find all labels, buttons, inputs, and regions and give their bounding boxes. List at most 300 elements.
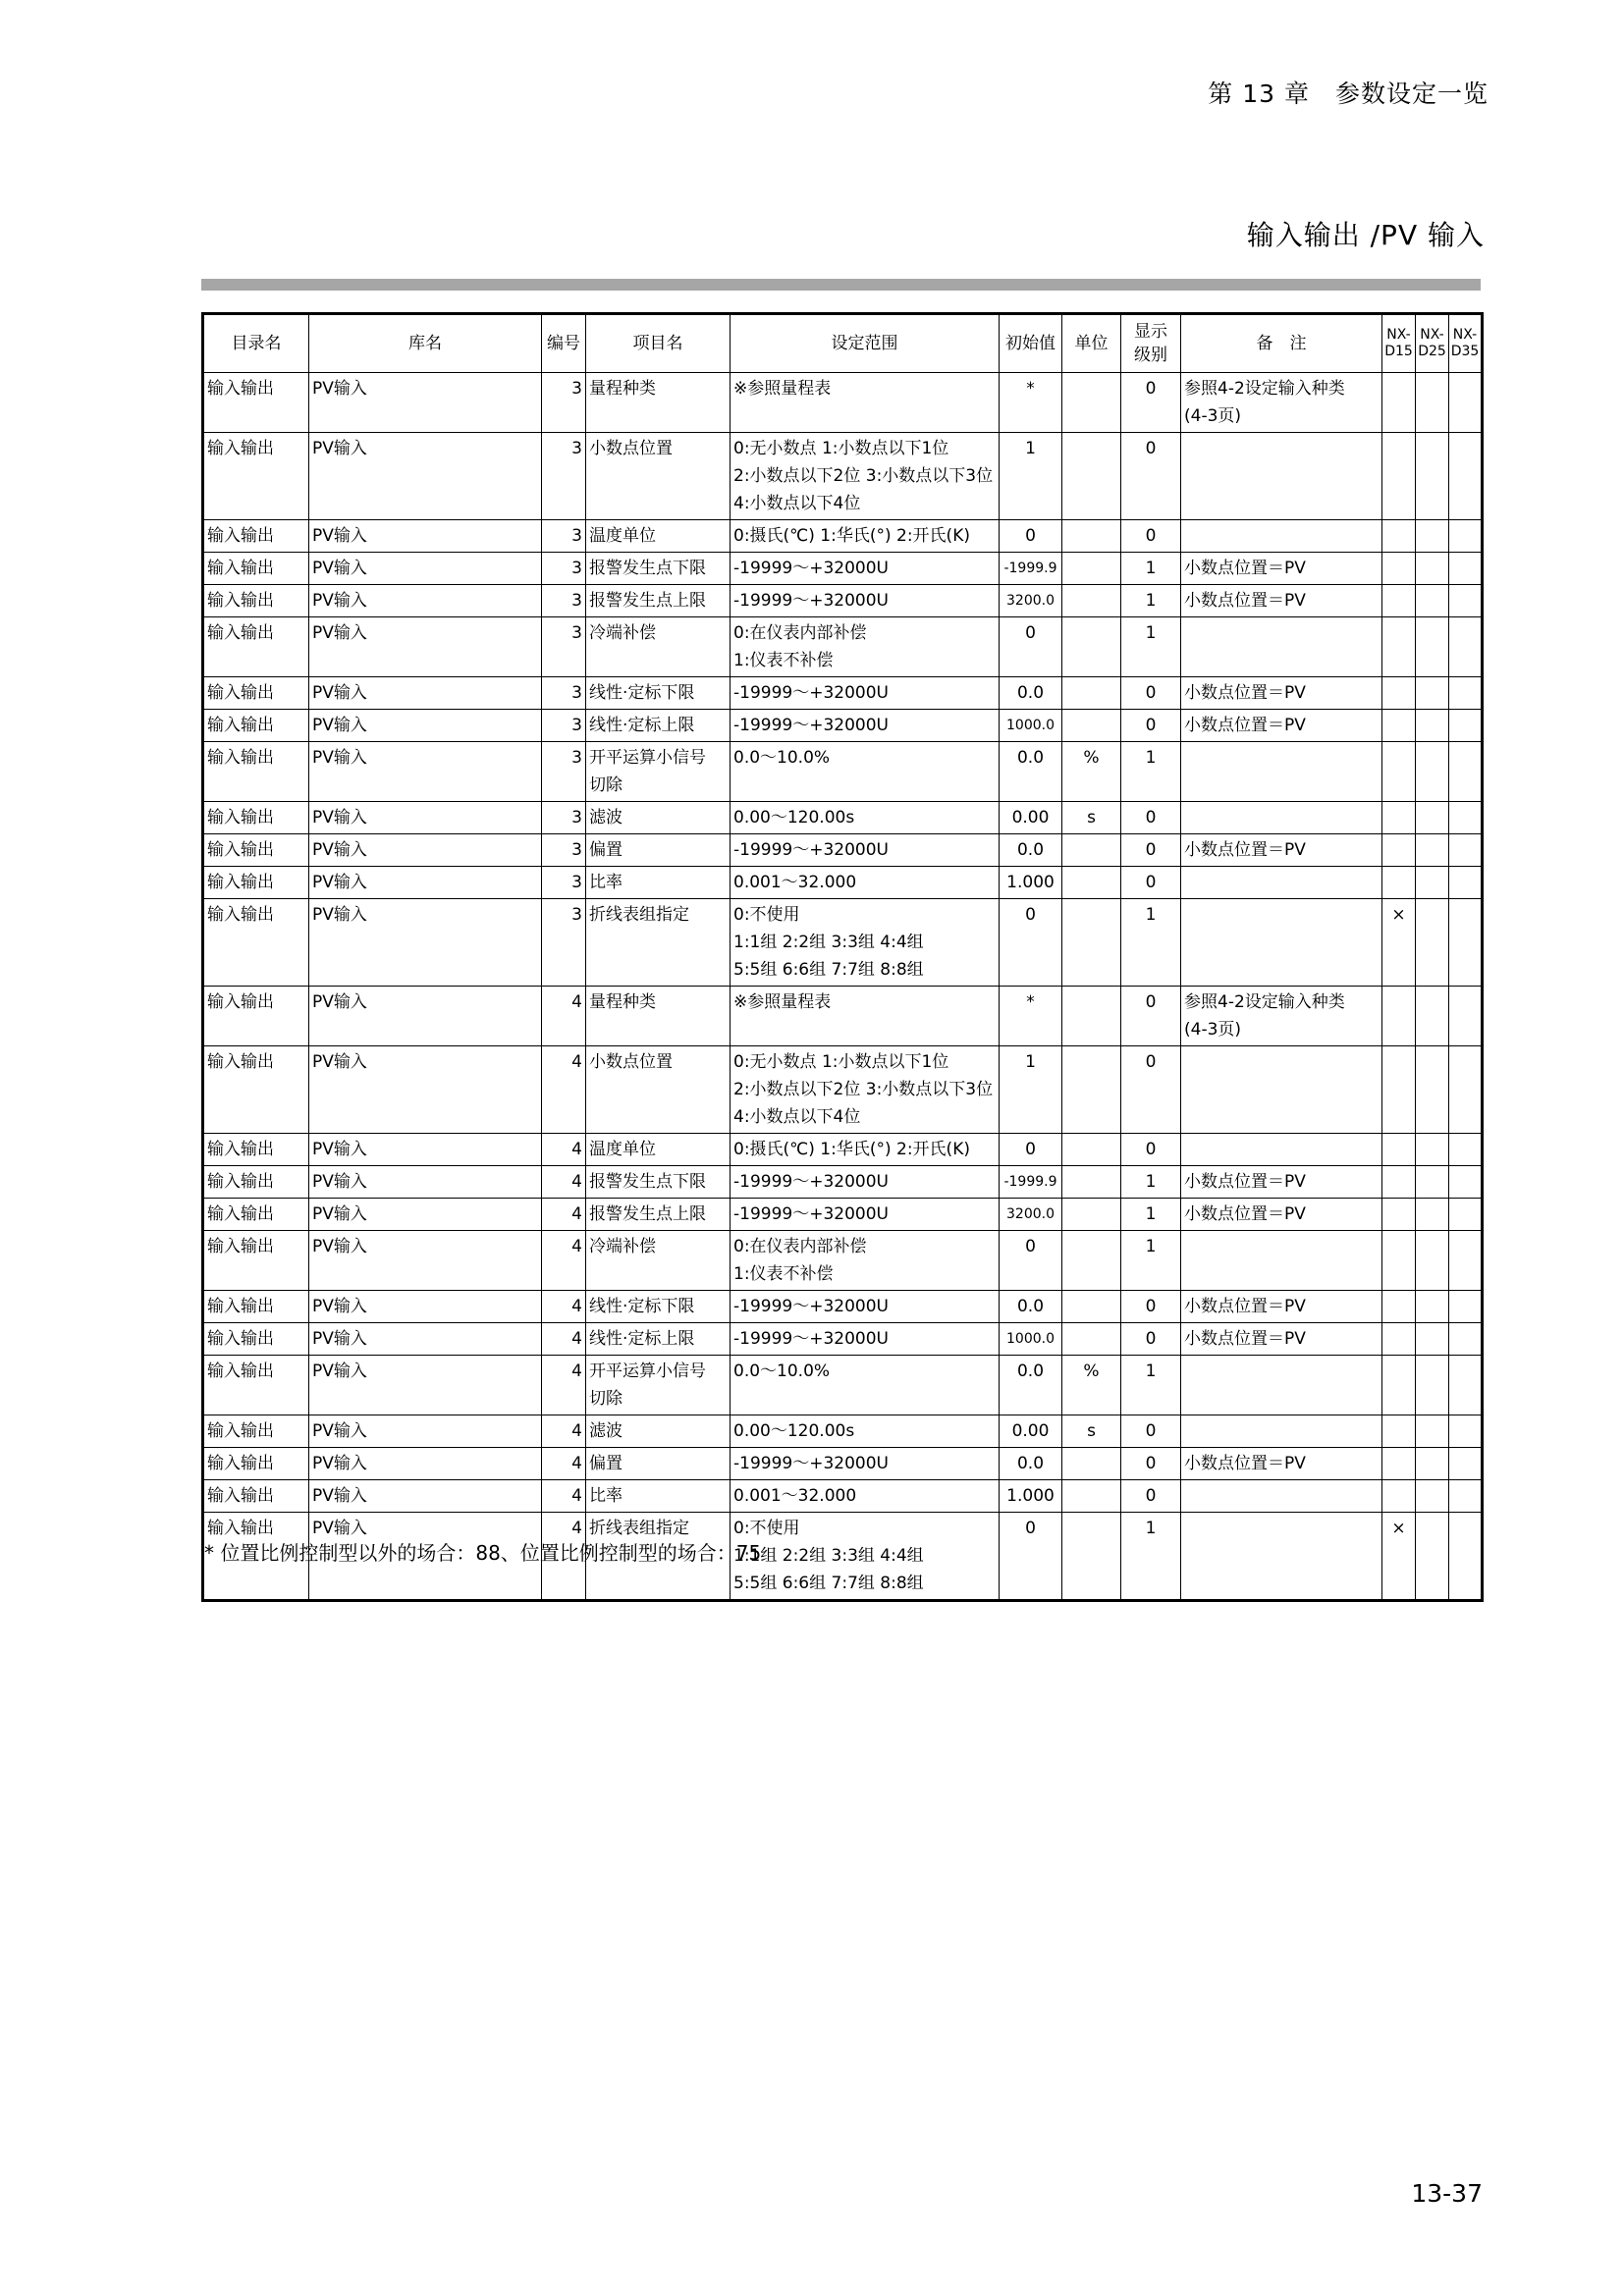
cell-item [586, 1323, 731, 1356]
cell-range-line: 1:仪表不补偿 [733, 651, 834, 670]
cell-category: 输入输出 [203, 1199, 309, 1231]
col-header-display-level [1121, 314, 1181, 373]
cell-item [586, 1134, 731, 1166]
cell-range [731, 1199, 1000, 1231]
cell-d15 [1382, 553, 1416, 585]
cell-unit [1062, 1166, 1121, 1199]
cell-range-line: -19999～+32000U [733, 1329, 889, 1349]
cell-initial: 0.0 [1000, 834, 1062, 867]
cell-range [731, 1231, 1000, 1291]
cell-display-level: 0 [1121, 867, 1181, 899]
cell-initial: 0 [1000, 1231, 1062, 1291]
cell-display-level: 1 [1121, 1513, 1181, 1601]
cell-display-level: 0 [1121, 677, 1181, 710]
cell-library: PV输入 [309, 742, 542, 802]
cell-d25 [1416, 1448, 1449, 1480]
cell-item [586, 899, 731, 987]
cell-number: 4 [542, 1480, 586, 1513]
cell-library: PV输入 [309, 1046, 542, 1134]
cell-d25 [1416, 553, 1449, 585]
cell-initial: 0.0 [1000, 677, 1062, 710]
cell-note [1181, 899, 1382, 987]
cell-d15 [1382, 802, 1416, 834]
cell-unit [1062, 1513, 1121, 1601]
table-row [203, 677, 1483, 710]
cell-range-line: 0.001～32.000 [733, 873, 857, 892]
cell-category: 输入输出 [203, 1291, 309, 1323]
cell-range-line: ※参照量程表 [733, 379, 832, 399]
cell-range [731, 553, 1000, 585]
cell-range [731, 987, 1000, 1046]
cell-range [731, 1480, 1000, 1513]
chapter-title: 第 13 章 参数设定一览 [1208, 80, 1489, 108]
cell-library: PV输入 [309, 1323, 542, 1356]
cell-d15 [1382, 742, 1416, 802]
cell-unit: s [1062, 1415, 1121, 1448]
cell-range [731, 373, 1000, 433]
cell-range [731, 1448, 1000, 1480]
table-row [203, 802, 1483, 834]
cell-d15 [1382, 1291, 1416, 1323]
cell-initial: -1999.9 [1000, 1166, 1062, 1199]
cell-category: 输入输出 [203, 802, 309, 834]
cell-initial: 0.0 [1000, 1356, 1062, 1415]
cell-d15 [1382, 987, 1416, 1046]
table-row [203, 1323, 1483, 1356]
cell-display-level: 0 [1121, 373, 1181, 433]
cell-item [586, 617, 731, 677]
cell-item-line: 报警发生点上限 [589, 591, 706, 611]
cell-d35 [1449, 1448, 1483, 1480]
cell-range-line: 0.00～120.00s [733, 808, 855, 828]
cell-library: PV输入 [309, 987, 542, 1046]
cell-note [1181, 617, 1382, 677]
cell-number: 4 [542, 1134, 586, 1166]
cell-d25 [1416, 1291, 1449, 1323]
cell-number: 3 [542, 742, 586, 802]
cell-number: 4 [542, 1199, 586, 1231]
cell-range-line: 0.001～32.000 [733, 1486, 857, 1506]
cell-initial: * [1000, 373, 1062, 433]
cell-unit [1062, 1291, 1121, 1323]
cell-item-line: 折线表组指定 [589, 1519, 689, 1538]
cell-display-level: 1 [1121, 742, 1181, 802]
cell-d35 [1449, 1480, 1483, 1513]
cell-category: 输入输出 [203, 585, 309, 617]
cell-note [1181, 802, 1382, 834]
cell-range [731, 1356, 1000, 1415]
cell-unit [1062, 1480, 1121, 1513]
cell-note-line: 小数点位置＝PV [1184, 716, 1306, 735]
cell-note-line: 小数点位置＝PV [1184, 591, 1306, 611]
cell-library: PV输入 [309, 520, 542, 553]
cell-number: 4 [542, 987, 586, 1046]
cell-d25 [1416, 617, 1449, 677]
cell-d25 [1416, 520, 1449, 553]
cell-d25 [1416, 710, 1449, 742]
cell-range-line: 0:摄氏(℃) 1:华氏(°) 2:开氏(K) [733, 526, 970, 546]
cell-d25 [1416, 1199, 1449, 1231]
cell-d35 [1449, 1046, 1483, 1134]
cell-note [1181, 1046, 1382, 1134]
col-header-library: 库名 [309, 314, 542, 373]
section-divider [201, 279, 1481, 291]
table-row [203, 1046, 1483, 1134]
cell-library: PV输入 [309, 585, 542, 617]
cell-range-line: -19999～+32000U [733, 683, 889, 703]
cell-note-line: 小数点位置＝PV [1184, 840, 1306, 860]
cell-note-line: 小数点位置＝PV [1184, 1172, 1306, 1192]
col-header-item: 项目名 [586, 314, 731, 373]
cell-unit [1062, 1448, 1121, 1480]
cell-unit [1062, 433, 1121, 520]
col-header-d35-line: NX- [1452, 327, 1478, 343]
cell-d15 [1382, 867, 1416, 899]
cell-d15 [1382, 1231, 1416, 1291]
cell-note [1181, 987, 1382, 1046]
cell-initial: 1 [1000, 1046, 1062, 1134]
cell-item [586, 742, 731, 802]
cell-display-level: 1 [1121, 553, 1181, 585]
cell-range-line: 0.00～120.00s [733, 1421, 855, 1441]
cell-range [731, 585, 1000, 617]
cell-library: PV输入 [309, 1199, 542, 1231]
cell-range-line: 0:在仪表内部补偿 [733, 623, 867, 643]
cell-category: 输入输出 [203, 867, 309, 899]
cell-d15 [1382, 1323, 1416, 1356]
cell-note-line: 小数点位置＝PV [1184, 1454, 1306, 1473]
parameter-table [201, 312, 1484, 1602]
cell-range-line: 2:小数点以下2位 3:小数点以下3位 [733, 1080, 994, 1099]
cell-item [586, 1448, 731, 1480]
cell-note [1181, 1199, 1382, 1231]
col-header-d25-line: NX- [1420, 327, 1444, 343]
cell-initial: 1.000 [1000, 867, 1062, 899]
cell-category: 输入输出 [203, 834, 309, 867]
cell-range [731, 677, 1000, 710]
cell-range-line: -19999～+32000U [733, 1454, 889, 1473]
cell-category: 输入输出 [203, 1046, 309, 1134]
cell-number: 4 [542, 1231, 586, 1291]
cell-display-level: 0 [1121, 710, 1181, 742]
cell-number: 3 [542, 834, 586, 867]
cell-item [586, 1166, 731, 1199]
cell-item [586, 802, 731, 834]
cell-unit [1062, 834, 1121, 867]
cell-d15: × [1382, 899, 1416, 987]
cell-library: PV输入 [309, 834, 542, 867]
cell-item [586, 834, 731, 867]
cell-number: 3 [542, 585, 586, 617]
cell-range-line: 0:不使用 [733, 1519, 800, 1538]
cell-d25 [1416, 987, 1449, 1046]
cell-number: 3 [542, 710, 586, 742]
cell-range-line: 0:摄氏(℃) 1:华氏(°) 2:开氏(K) [733, 1140, 970, 1159]
cell-number: 4 [542, 1046, 586, 1134]
cell-item-line: 开平运算小信号 [589, 1362, 706, 1381]
col-header-d25-line: D25 [1418, 344, 1446, 359]
cell-category: 输入输出 [203, 520, 309, 553]
cell-unit [1062, 1231, 1121, 1291]
cell-range-line: -19999～+32000U [733, 1172, 889, 1192]
cell-number: 4 [542, 1323, 586, 1356]
cell-unit [1062, 867, 1121, 899]
col-header-d15 [1382, 314, 1416, 373]
cell-item-line: 滤波 [589, 808, 623, 828]
table-row [203, 1231, 1483, 1291]
cell-item [586, 1415, 731, 1448]
cell-d35 [1449, 1323, 1483, 1356]
cell-note [1181, 373, 1382, 433]
cell-range-line: -19999～+32000U [733, 1297, 889, 1316]
cell-note [1181, 1415, 1382, 1448]
cell-range-line: 0.0～10.0% [733, 1362, 831, 1381]
cell-note [1181, 1356, 1382, 1415]
cell-range-line: 1:1组 2:2组 3:3组 4:4组 [733, 933, 924, 952]
table-header-row [203, 314, 1483, 373]
cell-library: PV输入 [309, 710, 542, 742]
section-title: 输入输出 /PV 输入 [1246, 219, 1485, 251]
cell-library: PV输入 [309, 1291, 542, 1323]
cell-unit [1062, 520, 1121, 553]
cell-item-line: 温度单位 [589, 526, 656, 546]
cell-category: 输入输出 [203, 677, 309, 710]
cell-library: PV输入 [309, 1415, 542, 1448]
cell-d25 [1416, 742, 1449, 802]
cell-d35 [1449, 899, 1483, 987]
cell-number: 3 [542, 617, 586, 677]
cell-initial: 1000.0 [1000, 1323, 1062, 1356]
cell-range [731, 867, 1000, 899]
cell-number: 4 [542, 1291, 586, 1323]
cell-d25 [1416, 1356, 1449, 1415]
table-row [203, 553, 1483, 585]
cell-note [1181, 834, 1382, 867]
cell-library: PV输入 [309, 899, 542, 987]
cell-library: PV输入 [309, 553, 542, 585]
cell-item-line: 切除 [589, 775, 623, 795]
table-row [203, 1134, 1483, 1166]
cell-note [1181, 1480, 1382, 1513]
cell-category: 输入输出 [203, 1415, 309, 1448]
cell-item [586, 1291, 731, 1323]
cell-d35 [1449, 742, 1483, 802]
cell-initial: 0 [1000, 1134, 1062, 1166]
footnote: * 位置比例控制型以外的场合：88、位置比例控制型的场合：75 [204, 1541, 762, 1565]
cell-note [1181, 867, 1382, 899]
col-header-initial: 初始值 [1000, 314, 1062, 373]
cell-range-line: 5:5组 6:6组 7:7组 8:8组 [733, 960, 924, 980]
cell-item-line: 线性·定标上限 [589, 716, 695, 735]
cell-library: PV输入 [309, 1513, 542, 1601]
cell-initial: * [1000, 987, 1062, 1046]
cell-d25 [1416, 1046, 1449, 1134]
col-header-range: 设定范围 [731, 314, 1000, 373]
cell-note [1181, 553, 1382, 585]
cell-d15 [1382, 520, 1416, 553]
cell-item [586, 553, 731, 585]
cell-display-level: 1 [1121, 899, 1181, 987]
cell-d25 [1416, 1134, 1449, 1166]
cell-category: 输入输出 [203, 1231, 309, 1291]
cell-library: PV输入 [309, 802, 542, 834]
table-row [203, 899, 1483, 987]
col-header-category: 目录名 [203, 314, 309, 373]
cell-library: PV输入 [309, 1448, 542, 1480]
cell-initial: 0 [1000, 899, 1062, 987]
cell-d35 [1449, 433, 1483, 520]
cell-d35 [1449, 1291, 1483, 1323]
cell-display-level: 0 [1121, 1134, 1181, 1166]
cell-range-line: 0.0～10.0% [733, 748, 831, 768]
cell-initial: 0.0 [1000, 1448, 1062, 1480]
cell-initial: 1.000 [1000, 1480, 1062, 1513]
cell-item-line: 冷端补偿 [589, 1237, 656, 1256]
cell-d15 [1382, 677, 1416, 710]
cell-item-line: 线性·定标下限 [589, 683, 695, 703]
cell-note-line: 参照4-2设定输入种类 [1184, 379, 1345, 399]
cell-unit [1062, 677, 1121, 710]
cell-range [731, 710, 1000, 742]
cell-range [731, 520, 1000, 553]
cell-note [1181, 1291, 1382, 1323]
cell-item-line: 偏置 [589, 840, 623, 860]
cell-d35 [1449, 710, 1483, 742]
cell-d15 [1382, 1480, 1416, 1513]
cell-item-line: 温度单位 [589, 1140, 656, 1159]
cell-d35 [1449, 520, 1483, 553]
cell-item-line: 冷端补偿 [589, 623, 656, 643]
cell-item [586, 1046, 731, 1134]
cell-library: PV输入 [309, 433, 542, 520]
cell-range [731, 1513, 1000, 1601]
cell-unit [1062, 1046, 1121, 1134]
cell-range-line: 0:不使用 [733, 905, 800, 925]
cell-item-line: 比率 [589, 1486, 623, 1506]
cell-unit [1062, 710, 1121, 742]
cell-item [586, 373, 731, 433]
cell-item [586, 433, 731, 520]
cell-category: 输入输出 [203, 742, 309, 802]
cell-d35 [1449, 1231, 1483, 1291]
cell-unit [1062, 1199, 1121, 1231]
col-header-number: 编号 [542, 314, 586, 373]
cell-d35 [1449, 617, 1483, 677]
cell-d35 [1449, 585, 1483, 617]
cell-note [1181, 710, 1382, 742]
table-row [203, 433, 1483, 520]
table-row [203, 1448, 1483, 1480]
cell-item-line: 偏置 [589, 1454, 623, 1473]
cell-initial: 0 [1000, 617, 1062, 677]
cell-note [1181, 1231, 1382, 1291]
cell-range [731, 802, 1000, 834]
cell-item [586, 1480, 731, 1513]
cell-d15 [1382, 1415, 1416, 1448]
cell-library: PV输入 [309, 1231, 542, 1291]
cell-range-line: 1:1组 2:2组 3:3组 4:4组 [733, 1546, 924, 1566]
cell-item [586, 1231, 731, 1291]
cell-note-line: (4-3页) [1184, 406, 1242, 426]
cell-category: 输入输出 [203, 1356, 309, 1415]
cell-range-line: -19999～+32000U [733, 1204, 889, 1224]
cell-initial: -1999.9 [1000, 553, 1062, 585]
col-header-unit: 单位 [1062, 314, 1121, 373]
cell-initial: 0.00 [1000, 1415, 1062, 1448]
table-row [203, 1356, 1483, 1415]
cell-library: PV输入 [309, 617, 542, 677]
cell-range [731, 742, 1000, 802]
cell-unit [1062, 553, 1121, 585]
cell-range [731, 834, 1000, 867]
cell-number: 3 [542, 867, 586, 899]
table-row [203, 373, 1483, 433]
table-row [203, 867, 1483, 899]
cell-unit [1062, 617, 1121, 677]
cell-note-line: 参照4-2设定输入种类 [1184, 992, 1345, 1012]
cell-d15 [1382, 1046, 1416, 1134]
cell-number: 4 [542, 1513, 586, 1601]
cell-range-line: 2:小数点以下2位 3:小数点以下3位 [733, 466, 994, 486]
cell-d25 [1416, 677, 1449, 710]
cell-category: 输入输出 [203, 1448, 309, 1480]
cell-initial: 3200.0 [1000, 1199, 1062, 1231]
cell-display-level: 0 [1121, 1415, 1181, 1448]
cell-category: 输入输出 [203, 710, 309, 742]
col-header-note: 备 注 [1181, 314, 1382, 373]
cell-d35 [1449, 553, 1483, 585]
cell-initial: 1000.0 [1000, 710, 1062, 742]
cell-d35 [1449, 1166, 1483, 1199]
cell-library: PV输入 [309, 1134, 542, 1166]
cell-range-line: 0:无小数点 1:小数点以下1位 [733, 439, 949, 458]
cell-initial: 0.0 [1000, 1291, 1062, 1323]
cell-range [731, 617, 1000, 677]
cell-d15 [1382, 433, 1416, 520]
col-header-d25 [1416, 314, 1449, 373]
cell-note [1181, 433, 1382, 520]
cell-d35 [1449, 1199, 1483, 1231]
cell-number: 3 [542, 899, 586, 987]
table-row [203, 617, 1483, 677]
cell-note [1181, 520, 1382, 553]
cell-unit [1062, 1323, 1121, 1356]
cell-number: 4 [542, 1448, 586, 1480]
cell-item-line: 量程种类 [589, 379, 656, 399]
cell-range [731, 1291, 1000, 1323]
cell-range-line: -19999～+32000U [733, 840, 889, 860]
cell-display-level: 1 [1121, 617, 1181, 677]
cell-number: 4 [542, 1356, 586, 1415]
cell-d35 [1449, 373, 1483, 433]
cell-d35 [1449, 834, 1483, 867]
cell-item-line: 线性·定标上限 [589, 1329, 695, 1349]
cell-d35 [1449, 1415, 1483, 1448]
cell-category: 输入输出 [203, 987, 309, 1046]
cell-range [731, 1046, 1000, 1134]
cell-library: PV输入 [309, 1166, 542, 1199]
cell-range-line: 0:无小数点 1:小数点以下1位 [733, 1052, 949, 1072]
cell-note [1181, 742, 1382, 802]
cell-d15 [1382, 1356, 1416, 1415]
cell-display-level: 1 [1121, 1356, 1181, 1415]
cell-d25 [1416, 373, 1449, 433]
table-row [203, 987, 1483, 1046]
cell-category: 输入输出 [203, 1480, 309, 1513]
cell-item [586, 867, 731, 899]
cell-d35 [1449, 677, 1483, 710]
cell-item-line: 滤波 [589, 1421, 623, 1441]
